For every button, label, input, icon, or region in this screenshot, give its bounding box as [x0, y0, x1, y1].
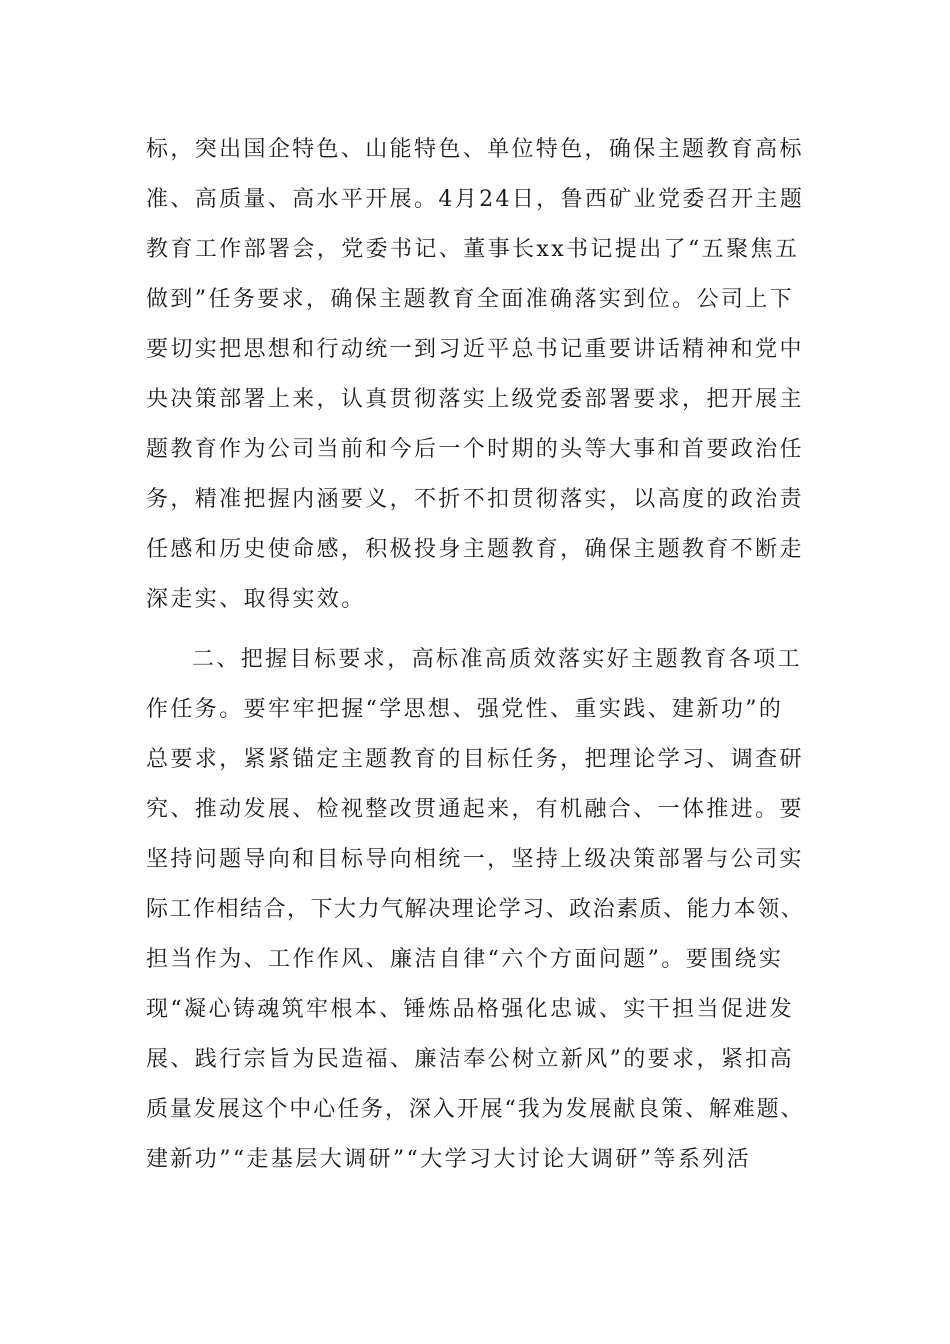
paragraph-2-line: 坚持问题导向和目标导向相统一，坚持上级决策部署与公司实 — [146, 847, 804, 872]
paragraph-1-line: 务，精准把握内涵要义，不折不扣贯彻落实，以高度的政治责 — [146, 487, 804, 512]
paragraph-2-line: 际工作相结合，下大力气解决理论学习、政治素质、能力本领、 — [146, 897, 805, 922]
paragraph-2-line: 现“凝心铸魂筑牢根本、锤炼品格强化忠诚、实干担当促进发 — [146, 997, 795, 1022]
paragraph-1-line: 深走实、取得实效。 — [146, 587, 366, 612]
paragraph-1-line: 央决策部署上来，认真贯彻落实上级党委部署要求，把开展主 — [146, 387, 804, 412]
paragraph-2-line: 质量发展这个中心任务，深入开展“我为发展献良策、解难题、 — [146, 1097, 805, 1122]
paragraph-1-line: 任感和历史使命感，积极投身主题教育，确保主题教育不断走 — [146, 537, 804, 562]
paragraph-1-line: 做到”任务要求，确保主题教育全面准确落实到位。公司上下 — [146, 287, 795, 312]
paragraph-1-line: 题教育作为公司当前和今后一个时期的头等大事和首要政治任 — [146, 437, 804, 462]
paragraph-1-line: 标，突出国企特色、山能特色、单位特色，确保主题教育高标 — [146, 137, 804, 162]
paragraph-2-line: 作任务。要牢牢把握“学思想、强党性、重实践、建新功”的 — [146, 697, 784, 722]
paragraph-1-line: 教育工作部署会，党委书记、董事长xx书记提出了“五聚焦五 — [146, 237, 800, 262]
paragraph-2-line: 总要求，紧紧锚定主题教育的目标任务，把理论学习、调查研 — [146, 747, 804, 772]
paragraph-2-line: 展、践行宗旨为民造福、廉洁奉公树立新风”的要求，紧扣高 — [146, 1047, 795, 1072]
paragraph-2-line: 担当作为、工作作风、廉洁自律“六个方面问题”。要围绕实 — [146, 947, 784, 972]
paragraph-1-line: 准、高质量、高水平开展。4月24日，鲁西矿业党委召开主题 — [146, 187, 805, 212]
paragraph-2-line: 建新功”“走基层大调研”“大学习大讨论大调研”等系列活 — [146, 1147, 752, 1172]
paragraph-2-line: 究、推动发展、检视整改贯通起来，有机融合、一体推进。要 — [146, 797, 804, 822]
paragraph-1-line: 要切实把思想和行动统一到习近平总书记重要讲话精神和党中 — [146, 337, 804, 362]
paragraph-2-line: 二、把握目标要求，高标准高质效落实好主题教育各项工 — [192, 647, 803, 672]
